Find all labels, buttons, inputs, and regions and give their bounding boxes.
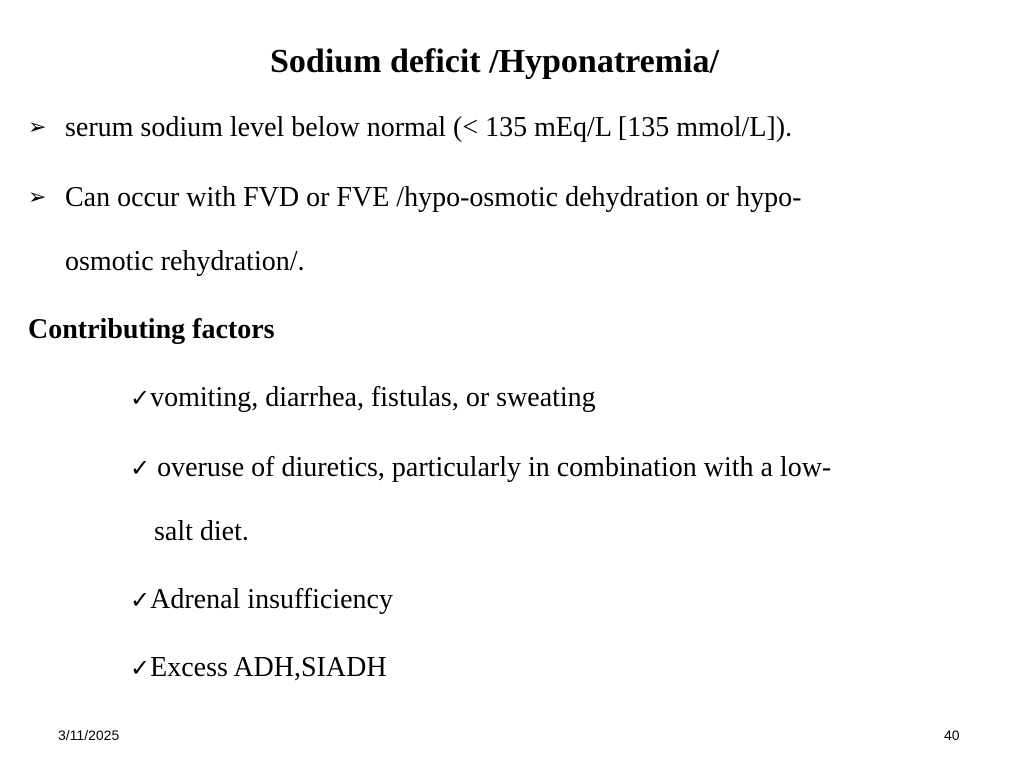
check-list-item: [130, 568, 990, 632]
bullet-text-line-1: Can occur with FVD or FVE /hypo-osmotic dehydration or hypo-: [65, 182, 802, 213]
check-list-item: [130, 636, 990, 700]
bullet-item: [28, 96, 988, 160]
checkmark-icon: ✓: [130, 654, 151, 682]
slide-title: Sodium deficit /Hyponatremia/: [270, 43, 719, 80]
check-item-text-line-1: overuse of diuretics, particularly in combination with a low-: [150, 452, 832, 483]
checkmark-icon: ✓: [130, 384, 151, 412]
check-list-item: [130, 436, 990, 564]
footer-date: 3/11/2025: [58, 727, 120, 743]
arrow-bullet-icon: ➢: [28, 185, 47, 210]
check-item-text-line-2: salt diet.: [154, 516, 249, 547]
bullet-item: [28, 166, 988, 294]
arrow-bullet-icon: ➢: [28, 115, 47, 140]
check-list-item: [130, 366, 990, 430]
check-item-text: Adrenal insufficiency: [150, 584, 393, 615]
check-item-text: vomiting, diarrhea, fistulas, or sweating: [150, 382, 596, 413]
page-number: 40: [944, 727, 960, 743]
bullet-text: serum sodium level below normal (< 135 mEq/L [135 mmol/L]).: [65, 112, 793, 143]
check-item-text: Excess ADH,SIADH: [150, 652, 387, 683]
checkmark-icon: ✓: [130, 586, 151, 614]
checkmark-icon: ✓: [130, 454, 151, 482]
section-heading: Contributing factors: [28, 314, 275, 345]
bullet-text-line-2: osmotic rehydration/.: [65, 246, 305, 277]
